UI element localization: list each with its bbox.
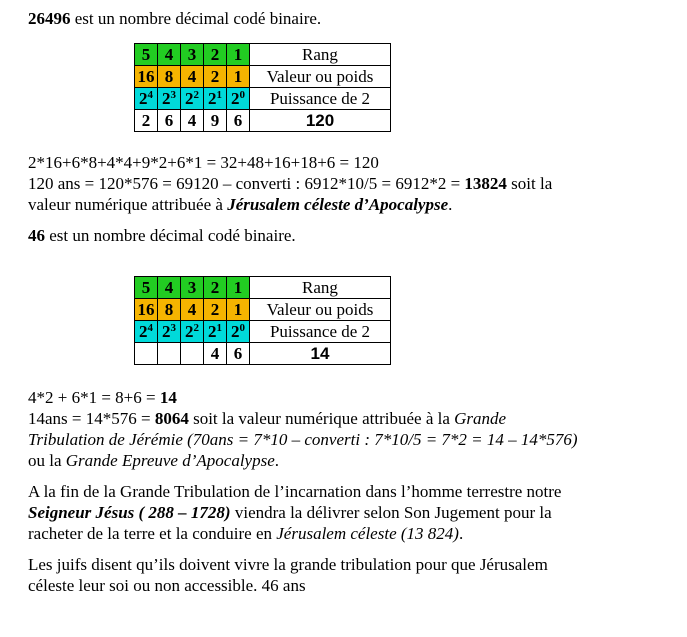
rank-label: Rang bbox=[250, 277, 391, 299]
intro-paragraph-2 bbox=[28, 225, 678, 246]
power-cell: $2^2$ bbox=[181, 88, 204, 110]
calc2-line3: Tribulation de Jérémie (70ans = 7*10 – converti : 7*10/5 = 7*2 = 14 – 14*576) bbox=[28, 430, 578, 449]
digit-cell: 6 bbox=[227, 110, 250, 132]
weight-cell: 2 bbox=[204, 66, 227, 88]
rank-cell: 5 bbox=[135, 44, 158, 66]
rank-row bbox=[135, 44, 391, 66]
digit-cell: 4 bbox=[181, 110, 204, 132]
digit-row bbox=[135, 343, 391, 365]
weight-cell: 16 bbox=[135, 66, 158, 88]
power-cell: $2^1$ bbox=[204, 321, 227, 343]
digit-cell bbox=[181, 343, 204, 365]
weight-cell: 8 bbox=[158, 66, 181, 88]
power-cell: $2^2$ bbox=[181, 321, 204, 343]
p4-line2: céleste leur soi ou non accessible. 46 ans bbox=[28, 576, 306, 595]
digit-cell: 2 bbox=[135, 110, 158, 132]
binary-table-2 bbox=[134, 276, 391, 365]
power-cell: $2^4$ bbox=[135, 88, 158, 110]
power-cell: $2^0$ bbox=[227, 321, 250, 343]
digit-cell bbox=[135, 343, 158, 365]
rank-cell: 4 bbox=[158, 277, 181, 299]
weight-cell: 8 bbox=[158, 299, 181, 321]
total-cell: 14 bbox=[250, 343, 391, 365]
weight-row bbox=[135, 66, 391, 88]
power-label: Puissance de 2 bbox=[250, 88, 391, 110]
power-cell: $2^1$ bbox=[204, 88, 227, 110]
calc2-line4: ou la Grande Epreuve d’Apocalypse. bbox=[28, 451, 279, 470]
calc1-line2: 120 ans = 120*576 = 69120 – converti : 6912*10/5 = 6912*2 = 13824 soit la bbox=[28, 174, 553, 193]
digit-cell: 6 bbox=[158, 110, 181, 132]
paragraph-3 bbox=[28, 481, 678, 544]
number-26496: 26496 bbox=[28, 9, 71, 28]
p3-line3: racheter de la terre et la conduire en Jérusalem céleste (13 824). bbox=[28, 524, 464, 543]
rank-cell: 5 bbox=[135, 277, 158, 299]
calc2-line1: 4*2 + 6*1 = 8+6 = 14 bbox=[28, 388, 177, 407]
rank-row bbox=[135, 277, 391, 299]
power-row bbox=[135, 88, 391, 110]
rank-cell: 3 bbox=[181, 277, 204, 299]
weight-row bbox=[135, 299, 391, 321]
calc2-line2: 14ans = 14*576 = 8064 soit la valeur numérique attribuée à la Grande bbox=[28, 409, 507, 428]
p4-line1: Les juifs disent qu’ils doivent vivre la grande tribulation pour que Jérusalem bbox=[28, 555, 548, 574]
power-cell: $2^0$ bbox=[227, 88, 250, 110]
intro-text-1: est un nombre décimal codé binaire. bbox=[70, 9, 322, 28]
binary-table-1 bbox=[134, 43, 391, 132]
digit-cell: 4 bbox=[204, 343, 227, 365]
p3-line2: Seigneur Jésus ( 288 – 1728) viendra la délivrer selon Son Jugement pour la bbox=[28, 503, 552, 522]
calc1-line1: 2*16+6*8+4*4+9*2+6*1 = 32+48+16+18+6 = 120 bbox=[28, 153, 379, 172]
digit-cell: 6 bbox=[227, 343, 250, 365]
digit-cell: 9 bbox=[204, 110, 227, 132]
power-label: Puissance de 2 bbox=[250, 321, 391, 343]
rank-cell: 1 bbox=[227, 44, 250, 66]
rank-cell: 3 bbox=[181, 44, 204, 66]
rank-cell: 2 bbox=[204, 44, 227, 66]
document-page bbox=[28, 8, 678, 596]
rank-cell: 2 bbox=[204, 277, 227, 299]
total-cell: 120 bbox=[250, 110, 391, 132]
paragraph-4 bbox=[28, 554, 678, 596]
weight-cell: 2 bbox=[204, 299, 227, 321]
weight-label: Valeur ou poids bbox=[250, 299, 391, 321]
number-46: 46 bbox=[28, 226, 45, 245]
power-cell: $2^3$ bbox=[158, 321, 181, 343]
p3-line1: A la fin de la Grande Tribulation de l’incarnation dans l’homme terrestre notre bbox=[28, 482, 562, 501]
weight-cell: 4 bbox=[181, 66, 204, 88]
intro-paragraph-1 bbox=[28, 8, 678, 29]
calculation-block-2 bbox=[28, 387, 678, 471]
rank-label: Rang bbox=[250, 44, 391, 66]
digit-row bbox=[135, 110, 391, 132]
power-cell: $2^4$ bbox=[135, 321, 158, 343]
rank-cell: 1 bbox=[227, 277, 250, 299]
weight-cell: 16 bbox=[135, 299, 158, 321]
intro-text-2: est un nombre décimal codé binaire. bbox=[45, 226, 296, 245]
digit-cell bbox=[158, 343, 181, 365]
power-cell: $2^3$ bbox=[158, 88, 181, 110]
weight-cell: 4 bbox=[181, 299, 204, 321]
weight-cell: 1 bbox=[227, 66, 250, 88]
rank-cell: 4 bbox=[158, 44, 181, 66]
weight-label: Valeur ou poids bbox=[250, 66, 391, 88]
calc1-line3: valeur numérique attribuée à Jérusalem céleste d’Apocalypse. bbox=[28, 195, 453, 214]
calculation-block-1 bbox=[28, 152, 678, 215]
power-row bbox=[135, 321, 391, 343]
weight-cell: 1 bbox=[227, 299, 250, 321]
